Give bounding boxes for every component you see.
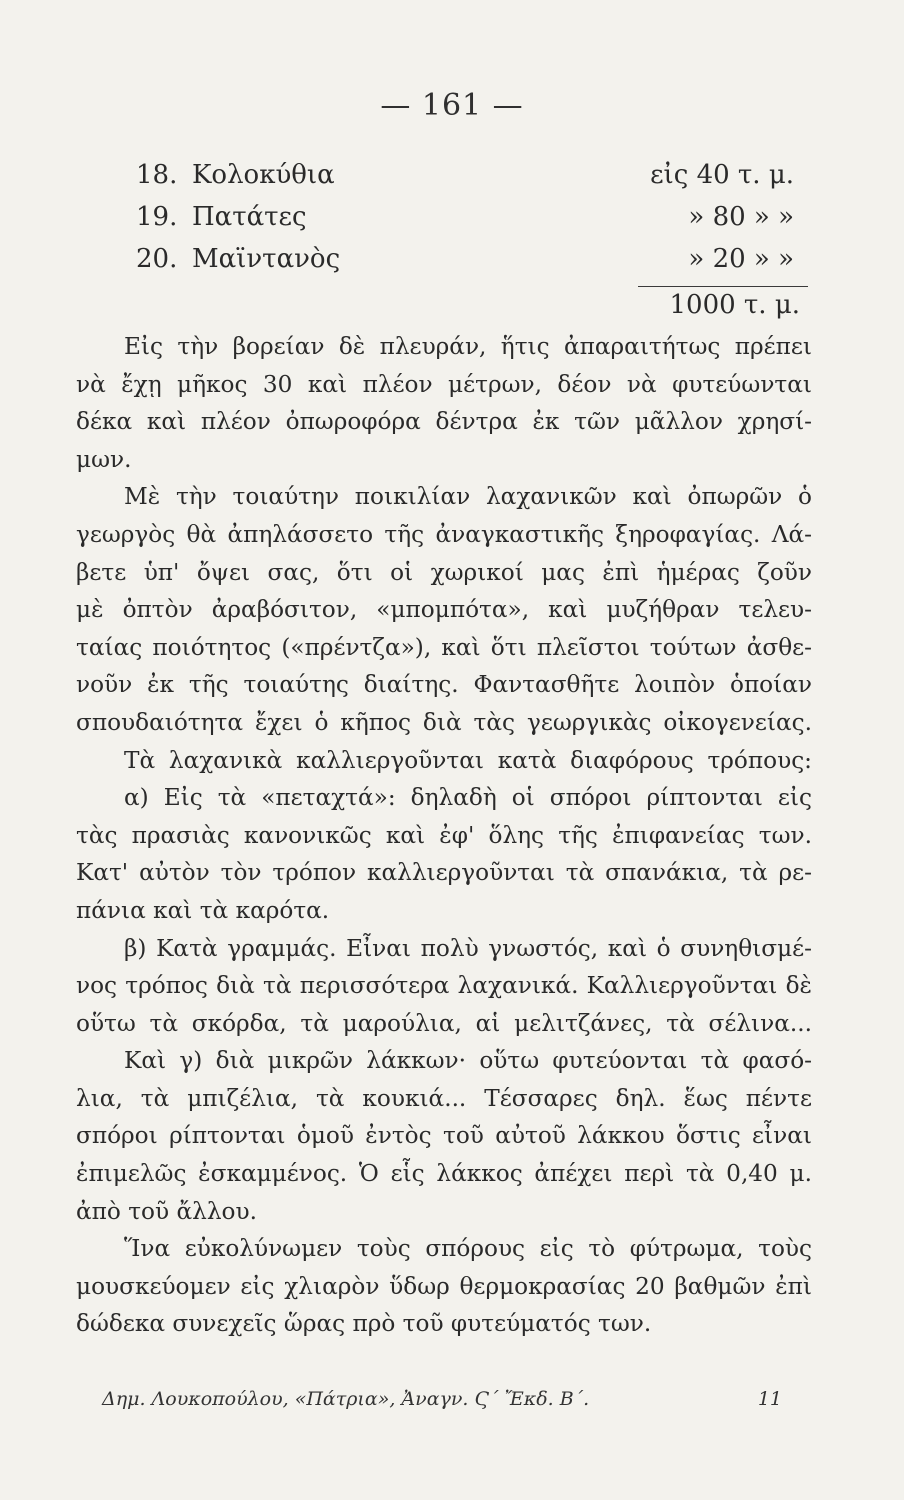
text-line: ἀπὸ τοῦ ἄλλου. bbox=[76, 1197, 257, 1225]
text-line: Ἵνα εὐκολύνωμεν τοὺς σπόρους εἰς τὸ φύτρωμα, τοὺς bbox=[124, 1235, 812, 1263]
item-number: 19. bbox=[136, 202, 178, 232]
item-name: Πατάτες bbox=[192, 202, 307, 232]
text-line: νος τρόπος διὰ τὰ περισσότερα λαχανικά. Καλλιεργοῦνται δὲ bbox=[76, 972, 812, 1000]
text-line: λια, τὰ μπιζέλια, τὰ κουκιά... Τέσσαρες δηλ. ἕως πέντε bbox=[76, 1084, 812, 1112]
item-quantity: » 80 » » bbox=[688, 202, 794, 232]
text-line: βετε ὑπ' ὄψει σας, ὅτι οἱ χωρικοί μας ἐπὶ ἡμέρας ζοῦν bbox=[76, 558, 812, 586]
text-line: σπουδαιότητα ἔχει ὁ κῆπος διὰ τὰς γεωργικὰς οἰκογενείας. bbox=[76, 708, 812, 736]
list-item bbox=[112, 158, 812, 200]
text-line: β) Κατὰ γραμμάς. Εἶναι πολὺ γνωστός, καὶ ὁ συνηθισμέ- bbox=[124, 934, 812, 962]
page-number: — 161 — bbox=[380, 88, 524, 123]
text-line: γεωργὸς θὰ ἀπηλάσσετο τῆς ἀναγκαστικῆς ξηροφαγίας. Λά- bbox=[76, 520, 812, 548]
footer-citation: Δημ. Λουκοπούλου, «Πάτρια», Ἀναγν. Ϛ΄ Ἔκδ. Β΄. bbox=[102, 1388, 590, 1410]
item-name: Μαϊντανὸς bbox=[192, 244, 341, 274]
body-text bbox=[76, 328, 812, 1343]
text-line: μουσκεύομεν εἰς χλιαρὸν ὕδωρ θερμοκρασίας 20 βαθμῶν ἐπὶ bbox=[76, 1272, 812, 1300]
text-line: τὰς πρασιὰς κανονικῶς καὶ ἐφ' ὅλης τῆς ἐπιφανείας των. bbox=[76, 821, 812, 849]
text-line: δέκα καὶ πλέον ὀπωροφόρα δέντρα ἐκ τῶν μᾶλλον χρησί- bbox=[76, 408, 812, 436]
item-name: Κολοκύθια bbox=[192, 160, 335, 190]
list-item bbox=[112, 200, 812, 242]
text-line: νὰ ἔχῃ μῆκος 30 καὶ πλέον μέτρων, δέον νὰ φυτεύωνται bbox=[76, 370, 812, 398]
item-number: 20. bbox=[136, 244, 178, 274]
text-line: μων. bbox=[76, 445, 132, 473]
text-line: Τὰ λαχανικὰ καλλιεργοῦνται κατὰ διαφόρους τρόπους: bbox=[124, 746, 812, 774]
list-item bbox=[112, 242, 812, 284]
sum-rule bbox=[638, 286, 808, 287]
text-line: Μὲ τὴν τοιαύτην ποικιλίαν λαχανικῶν καὶ ὀπωρῶν ὁ bbox=[124, 483, 812, 511]
page-footer bbox=[102, 1388, 782, 1410]
text-line: μὲ ὀπτὸν ἀραβόσιτον, «μπομπότα», καὶ μυζήθραν τελευ- bbox=[76, 596, 812, 624]
total-area: 1000 τ. μ. bbox=[669, 290, 800, 320]
signature-mark: 11 bbox=[757, 1388, 782, 1410]
text-line: πάνια καὶ τὰ καρότα. bbox=[76, 896, 330, 924]
item-quantity: εἰς 40 τ. μ. bbox=[650, 160, 794, 190]
text-line: Κατ' αὐτὸν τὸν τρόπον καλλιεργοῦνται τὰ σπανάκια, τὰ ρε- bbox=[76, 859, 812, 887]
text-line: ἐπιμελῶς ἐσκαμμένος. Ὁ εἷς λάκκος ἀπέχει περὶ τὰ 0,40 μ. bbox=[76, 1160, 812, 1188]
item-number: 18. bbox=[136, 160, 178, 190]
text-line: α) Εἰς τὰ «πεταχτά»: δηλαδὴ οἱ σπόροι ρίπτονται εἰς bbox=[124, 784, 812, 812]
text-line: νοῦν ἐκ τῆς τοιαύτης διαίτης. Φαντασθῆτε λοιπὸν ὁποίαν bbox=[76, 671, 812, 699]
planting-list bbox=[112, 158, 812, 284]
text-line: δώδεκα συνεχεῖς ὥρας πρὸ τοῦ φυτεύματός των. bbox=[76, 1310, 652, 1338]
text-line: σπόροι ρίπτονται ὁμοῦ ἐντὸς τοῦ αὐτοῦ λάκκου ὅστις εἶναι bbox=[76, 1122, 812, 1150]
text-line: Εἰς τὴν βορείαν δὲ πλευράν, ἥτις ἀπαραιτήτως πρέπει bbox=[124, 333, 812, 360]
text-line: οὕτω τὰ σκόρδα, τὰ μαρούλια, αἱ μελιτζάνες, τὰ σέλινα... bbox=[76, 1009, 812, 1037]
item-quantity: » 20 » » bbox=[688, 244, 794, 274]
text-line: Καὶ γ) διὰ μικρῶν λάκκων· οὕτω φυτεύονται τὰ φασό- bbox=[124, 1047, 812, 1075]
text-line: ταίας ποιότητος («πρέντζα»), καὶ ὅτι πλεῖστοι τούτων ἀσθε- bbox=[76, 633, 812, 661]
